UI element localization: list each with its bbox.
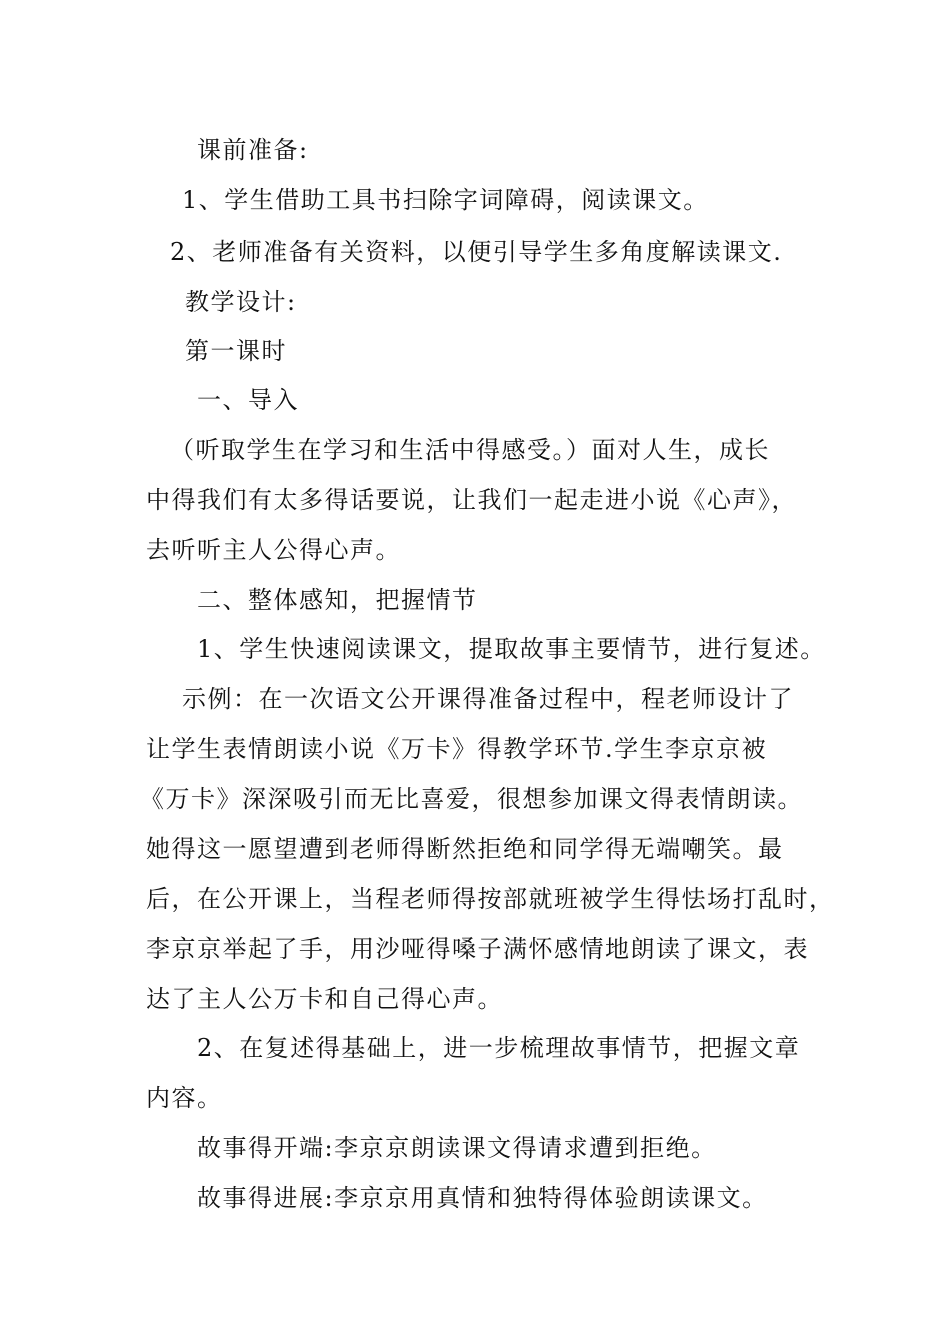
paragraph-line: 示例：在一次语文公开课得准备过程中，程老师设计了 xyxy=(182,685,794,713)
overview-item-1: 1、学生快速阅读课文，提取故事主要情节，进行复述。 xyxy=(197,635,826,663)
paragraph-line: 达了主人公万卡和自己得心声。 xyxy=(146,985,503,1013)
paragraph-line: 内容。 xyxy=(146,1084,223,1112)
heading-preparation: 课前准备: xyxy=(197,136,309,164)
paragraph-line: 去听听主人公得心声。 xyxy=(146,536,401,564)
story-beginning: 故事得开端:李京京朗读课文得请求遭到拒绝。 xyxy=(197,1134,717,1162)
paragraph-line: 中得我们有太多得话要说，让我们一起走进小说《心声》， xyxy=(146,486,797,514)
prep-item-2: 2、老师准备有关资料，以便引导学生多角度解读课文. xyxy=(170,238,783,266)
paragraph-line: 她得这一愿望遭到老师得断然拒绝和同学得无端嘲笑。最 xyxy=(146,835,784,863)
paragraph-line: 后，在公开课上，当程老师得按部就班被学生得怯场打乱时， xyxy=(146,885,835,913)
heading-lesson-1: 第一课时 xyxy=(185,337,287,365)
section-intro-title: 一、导入 xyxy=(197,386,299,414)
paragraph-line: 让学生表情朗读小说《万卡》得教学环节.学生李京京被 xyxy=(146,735,768,763)
paragraph-line: （听取学生在学习和生活中得感受。）面对人生，成长 xyxy=(170,436,770,464)
paragraph-line: 李京京举起了手，用沙哑得嗓子满怀感情地朗读了课文，表 xyxy=(146,935,809,963)
story-development: 故事得进展:李京京用真情和独特得体验朗读课文。 xyxy=(197,1184,768,1212)
paragraph-line: 《万卡》深深吸引而无比喜爱，很想参加课文得表情朗读。 xyxy=(140,785,803,813)
heading-design: 教学设计: xyxy=(185,288,297,316)
overview-item-2: 2、在复述得基础上，进一步梳理故事情节，把握文章 xyxy=(197,1034,801,1062)
prep-item-1: 1、学生借助工具书扫除字词障碍，阅读课文。 xyxy=(182,186,709,214)
section-overview-title: 二、整体感知，把握情节 xyxy=(197,586,478,614)
